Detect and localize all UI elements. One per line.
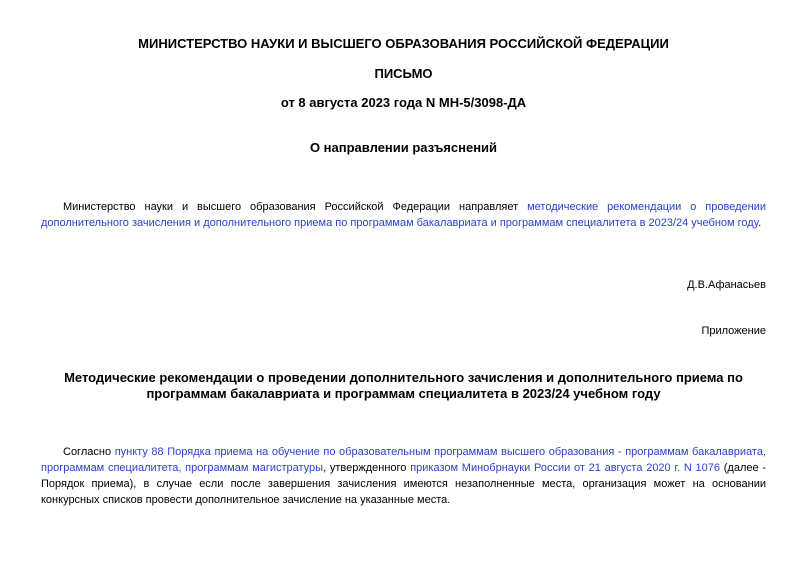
paragraph-text-1: Согласно — [63, 446, 112, 458]
paragraph-text-3: (далее - Порядок приема), в случае если после завершения зачисления имеются незаполненные места, организация может на основании конкурсных списков провести дополнительное зачисление на указанные места. — [41, 462, 767, 506]
letter-paragraph — [41, 199, 766, 231]
order-link[interactable]: приказом Минобрнауки России от 21 августа 2020 г. N 1076 — [410, 462, 721, 474]
signature: Д.В.Афанасьев — [687, 279, 766, 291]
document-date-number: от 8 августа 2023 года N МН-5/3098-ДА — [280, 95, 527, 110]
ministry-name: МИНИСТЕРСТВО НАУКИ И ВЫСШЕГО ОБРАЗОВАНИЯ РОССИЙСКОЙ ФЕДЕРАЦИИ — [138, 36, 669, 51]
recommendations-title: Методические рекомендации о проведении дополнительного зачисления и дополнительного приема по программам бакалавриата и программам специалитета в 2023/24 учебном году — [64, 370, 743, 401]
procedure-link[interactable]: пункту 88 Порядка приема на обучение по образовательным программам высшего образования - программам бакалавриата, программам специалитета, программам магистратуры — [41, 446, 766, 474]
letter-text: Министерство науки и высшего образования Российской Федерации направляет — [63, 201, 519, 213]
paragraph-text-2: , утвержденного — [323, 462, 407, 474]
recommendations-link[interactable]: методические рекомендации о проведении дополнительного зачисления и дополнительного приема по программам бакалавриата и программам специалитета в 2023/24 учебном году — [41, 201, 766, 229]
appendix-label: Приложение — [701, 325, 766, 337]
document-subject: О направлении разъяснений — [309, 140, 498, 155]
recommendations-paragraph — [41, 444, 766, 508]
letter-text-end: . — [758, 217, 762, 229]
document-type: ПИСЬМО — [374, 66, 433, 81]
